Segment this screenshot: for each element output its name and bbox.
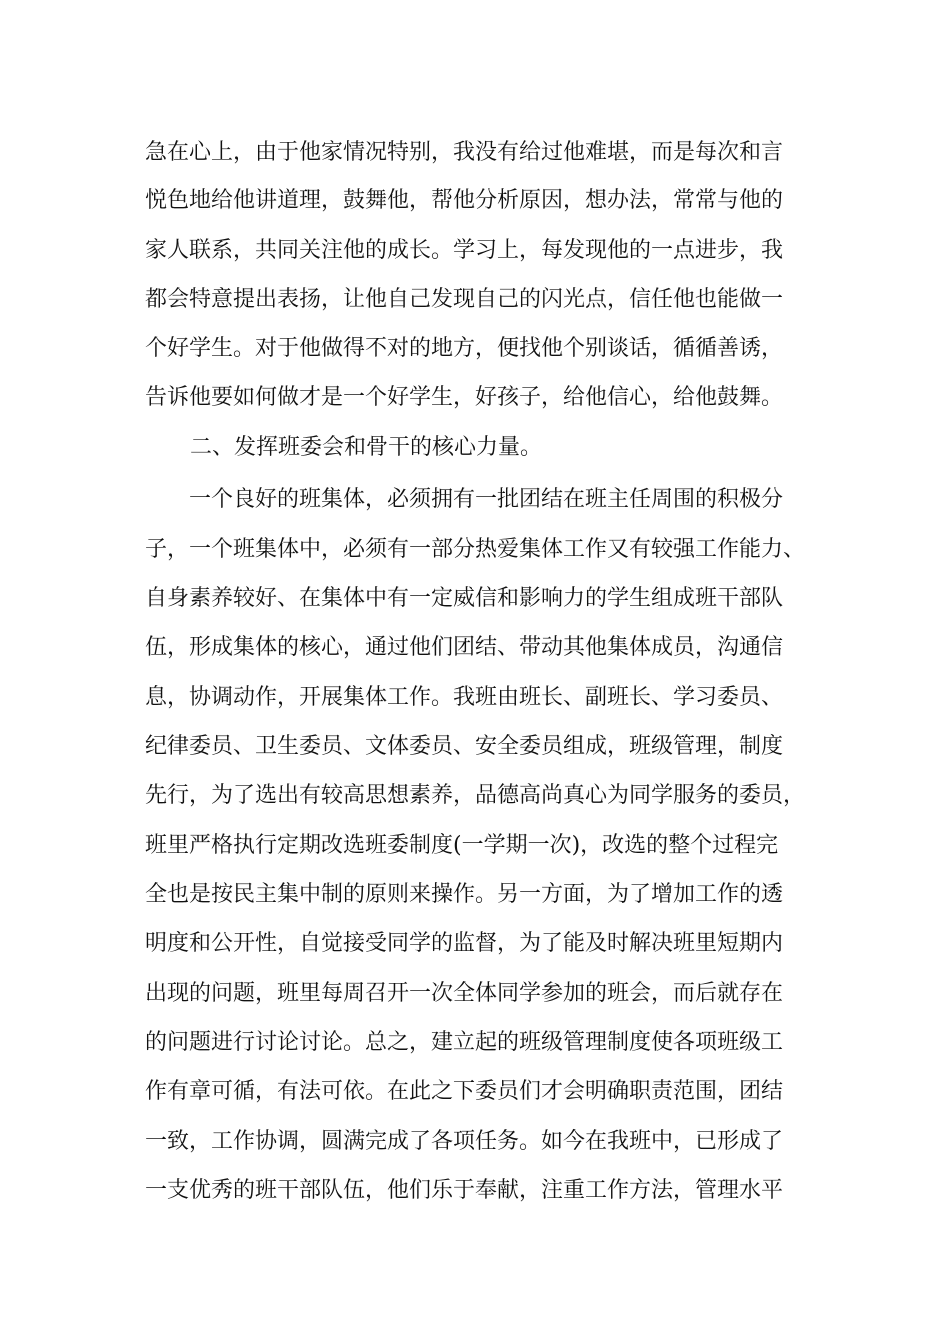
body-text-line: 家人联系，共同关注他的成长。学习上，每发现他的一点进步，我	[145, 238, 784, 263]
body-text-line: 一支优秀的班干部队伍，他们乐于奉献，注重工作方法，管理水平	[145, 1178, 784, 1203]
body-text-line: 先行，为了选出有较高思想素养，品德高尚真心为同学服务的委员，	[145, 783, 806, 808]
body-text-line: 个好学生。对于他做得不对的地方，便找他个别谈话，循循善诱，	[145, 336, 784, 361]
section-heading: 二、发挥班委会和骨干的核心力量。	[190, 435, 543, 460]
body-text-line: 纪律委员、卫生委员、文体委员、安全委员组成，班级管理，制度	[145, 734, 784, 759]
body-text-line: 都会特意提出表扬，让他自己发现自己的闪光点，信任他也能做一	[145, 287, 784, 312]
body-text-line: 告诉他要如何做才是一个好学生，好孩子，给他信心，给他鼓舞。	[145, 385, 784, 410]
body-text-line: 明度和公开性，自觉接受同学的监督，为了能及时解决班里短期内	[145, 931, 784, 956]
body-text-line: 急在心上，由于他家情况特别，我没有给过他难堪，而是每次和言	[145, 140, 784, 165]
body-text-line: 一致，工作协调，圆满完成了各项任务。如今在我班中，已形成了	[145, 1129, 784, 1154]
body-text-line: 一个良好的班集体，必须拥有一批团结在班主任周围的积极分	[189, 487, 784, 512]
body-text-line: 出现的问题，班里每周召开一次全体同学参加的班会，而后就存在	[145, 981, 784, 1006]
body-text-line: 自身素养较好、在集体中有一定威信和影响力的学生组成班干部队	[145, 586, 784, 611]
body-text-line: 伍，形成集体的核心，通过他们团结、带动其他集体成员，沟通信	[145, 635, 784, 660]
body-text-line: 子，一个班集体中，必须有一部分热爱集体工作又有较强工作能力、	[145, 537, 806, 562]
body-text-line: 悦色地给他讲道理，鼓舞他，帮他分析原因，想办法，常常与他的	[145, 188, 784, 213]
body-text-line: 班里严格执行定期改选班委制度(一学期一次)，改选的整个过程完	[145, 833, 779, 858]
body-text-line: 的问题进行讨论讨论。总之，建立起的班级管理制度使各项班级工	[145, 1030, 784, 1055]
body-text-line: 作有章可循，有法可依。在此之下委员们才会明确职责范围，团结	[145, 1079, 784, 1104]
body-text-line: 全也是按民主集中制的原则来操作。另一方面，为了增加工作的透	[145, 882, 784, 907]
body-text-line: 息，协调动作，开展集体工作。我班由班长、副班长、学习委员、	[145, 685, 784, 710]
